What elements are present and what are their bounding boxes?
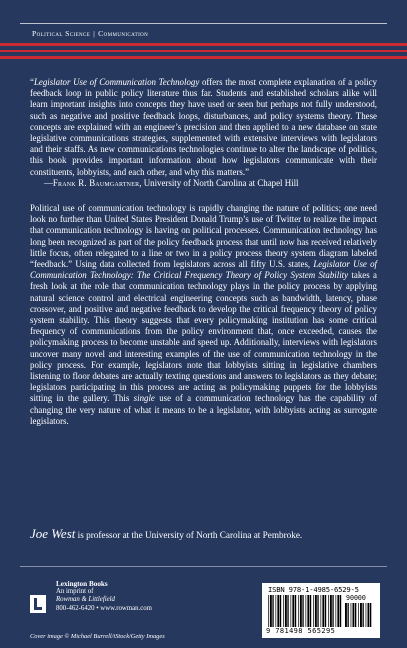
- publisher-contact: 800-462-6420 • www.rowman.com: [56, 604, 152, 612]
- barcode-bar: [295, 595, 296, 627]
- red-stripe: [0, 56, 407, 59]
- red-stripes: [0, 43, 407, 63]
- price-code: 90000: [346, 594, 366, 602]
- author-name: Joe West: [30, 526, 76, 541]
- barcode-bar: [336, 595, 337, 627]
- barcode-bar: [291, 595, 292, 627]
- barcode-bar: [330, 595, 332, 627]
- publisher-info: [56, 580, 152, 613]
- publisher-area: [0, 566, 407, 648]
- publisher-name: Lexington Books: [56, 580, 108, 588]
- book-description: [30, 203, 377, 427]
- endorsement-book-title: Legislator Use of Communication Technology: [33, 77, 200, 87]
- barcode-bar: [328, 595, 329, 627]
- barcode-bar: [317, 595, 318, 627]
- description-part-2: takes a fresh look at the role that communication technology plays in the policy process by applying natural science control and electrical engineering concepts such as bandwidth, latency, phase crossover, and positive and negative feedback to develop the critical frequency theory of policy system stability. This theory suggests that every policymaking institution has some critical frequency of communications from the policy environment that, once exceeded, causes the policymaking process to become unstable and speed up. Additionally, interviews with legislators uncover many novel and interesting examples of the use of communication technology in the policy process. For example, legislators note that lobbyists sitting in legislative chambers listening to floor debates are actually texting questions and answers to legislators as they debate; legislators participating in this process are acting as policymaking puppets for the lobbyists sitting in the gallery. This: [30, 270, 377, 404]
- publisher-parent: Rowman & Littlefield: [56, 596, 115, 604]
- open-quote: “: [30, 77, 34, 87]
- barcode-bar: [322, 595, 324, 627]
- back-cover-text: [30, 77, 377, 427]
- barcode-bar: [300, 595, 302, 627]
- barcode-bar: [298, 595, 299, 627]
- author-description: is professor at the University of North Carolina at Pembroke.: [75, 530, 303, 540]
- header-rule: [20, 23, 387, 24]
- barcode-bar: [321, 595, 322, 627]
- attribution-affiliation: , University of North Carolina at Chapel Hill: [139, 177, 299, 188]
- barcode-bar: [313, 595, 314, 627]
- barcode-bar: [302, 595, 303, 627]
- isbn-label: ISBN 978-1-4985-6529-5: [268, 585, 359, 594]
- barcode-bar: [306, 595, 307, 627]
- ean-barcode-bars: [268, 595, 342, 627]
- barcode-bar: [353, 603, 355, 627]
- ean-digits: 9 781498 565295: [266, 627, 336, 635]
- category-separator: |: [93, 29, 96, 38]
- barcode-bar: [348, 603, 349, 627]
- endorsement-text: offers the most complete explanation of a policy feedback loop in public policy literature thus far. Students and established scholars alike will learn important insights into concepts they have used or seen but perhaps not fully understood, such as negative and positive feedback loops, disturbances, and policy systems theory. These concepts are explained with an engineer’s precision and then applied to a new database on state legislative communications strategies, supplemented with extensive interviews with legislators and their staffs. As new communications technologies continue to alter the landscape of politics, this book provides important information about how legislators communicate with their constituents, lobbyists, and each other, and why this matters.”: [30, 77, 377, 177]
- barcode-bar: [332, 595, 333, 627]
- red-stripe: [0, 50, 407, 53]
- endorsement-attribution: [44, 178, 299, 188]
- barcode-bar: [270, 595, 272, 627]
- description-book-title: Legislator Use of Communication Technology: The Critical Frequency Theory of Policy System Stability: [30, 259, 377, 281]
- barcode-bar: [325, 595, 326, 627]
- barcode-bar: [355, 603, 356, 627]
- barcode-bar: [366, 603, 367, 627]
- barcode-bar: [276, 595, 277, 627]
- barcode-bar: [292, 595, 294, 627]
- category-secondary: Communication: [98, 29, 149, 38]
- barcode-bar: [272, 595, 273, 627]
- description-part-3: use of a communication technology has the capability of changing the very nature of what it means to be a legislator, with lobbyists acting as surrogate legislators.: [30, 393, 377, 426]
- publisher-rule: [20, 566, 387, 567]
- endorsement-quote: [30, 77, 377, 189]
- barcode-bar: [277, 595, 279, 627]
- category-primary: Political Science: [32, 29, 91, 38]
- attribution-dash: —: [44, 177, 53, 188]
- barcode-bar: [280, 595, 281, 627]
- author-bio: [30, 528, 377, 541]
- barcode-bar: [351, 603, 352, 627]
- barcode-bar: [315, 595, 317, 627]
- barcode-bar: [310, 595, 311, 627]
- lexington-books-logo-icon: [30, 595, 46, 613]
- barcode-bar: [345, 603, 347, 627]
- imprint-line: An imprint of: [56, 588, 94, 596]
- red-stripe: [0, 43, 407, 46]
- category-header: [32, 29, 148, 38]
- isbn-barcode: [262, 583, 380, 638]
- barcode-bar: [337, 595, 339, 627]
- barcode-bar: [358, 603, 359, 627]
- barcode-bar: [285, 595, 287, 627]
- description-single: single: [133, 393, 155, 404]
- attribution-name: Frank R. Baumgartner: [52, 177, 140, 188]
- barcode-bar: [370, 603, 371, 627]
- barcode-bar: [368, 603, 370, 627]
- barcode-bar: [360, 603, 362, 627]
- addon-barcode-bars: [345, 603, 373, 627]
- barcode-bar: [340, 595, 341, 627]
- cover-credit: Cover image © Michael Burrell/iStock/Getty Images: [30, 633, 165, 640]
- barcode-bar: [268, 595, 269, 627]
- barcode-bar: [307, 595, 309, 627]
- barcode-bar: [363, 603, 364, 627]
- description-part-1: Political use of communication technology is rapidly changing the nature of politics; one need look no further than United States President Donald Trump’s use of Twitter to realize the impact that communication technology is having on political processes. Communication technology has long been recognized as part of the policy feedback process that until now has received relatively little focus, often relegated to a line or two in a policy process theory system diagram labeled “feedback.” Using data collected from legislators across all fifty U.S. states,: [30, 203, 377, 270]
- barcode-bar: [283, 595, 284, 627]
- barcode-bar: [287, 595, 288, 627]
